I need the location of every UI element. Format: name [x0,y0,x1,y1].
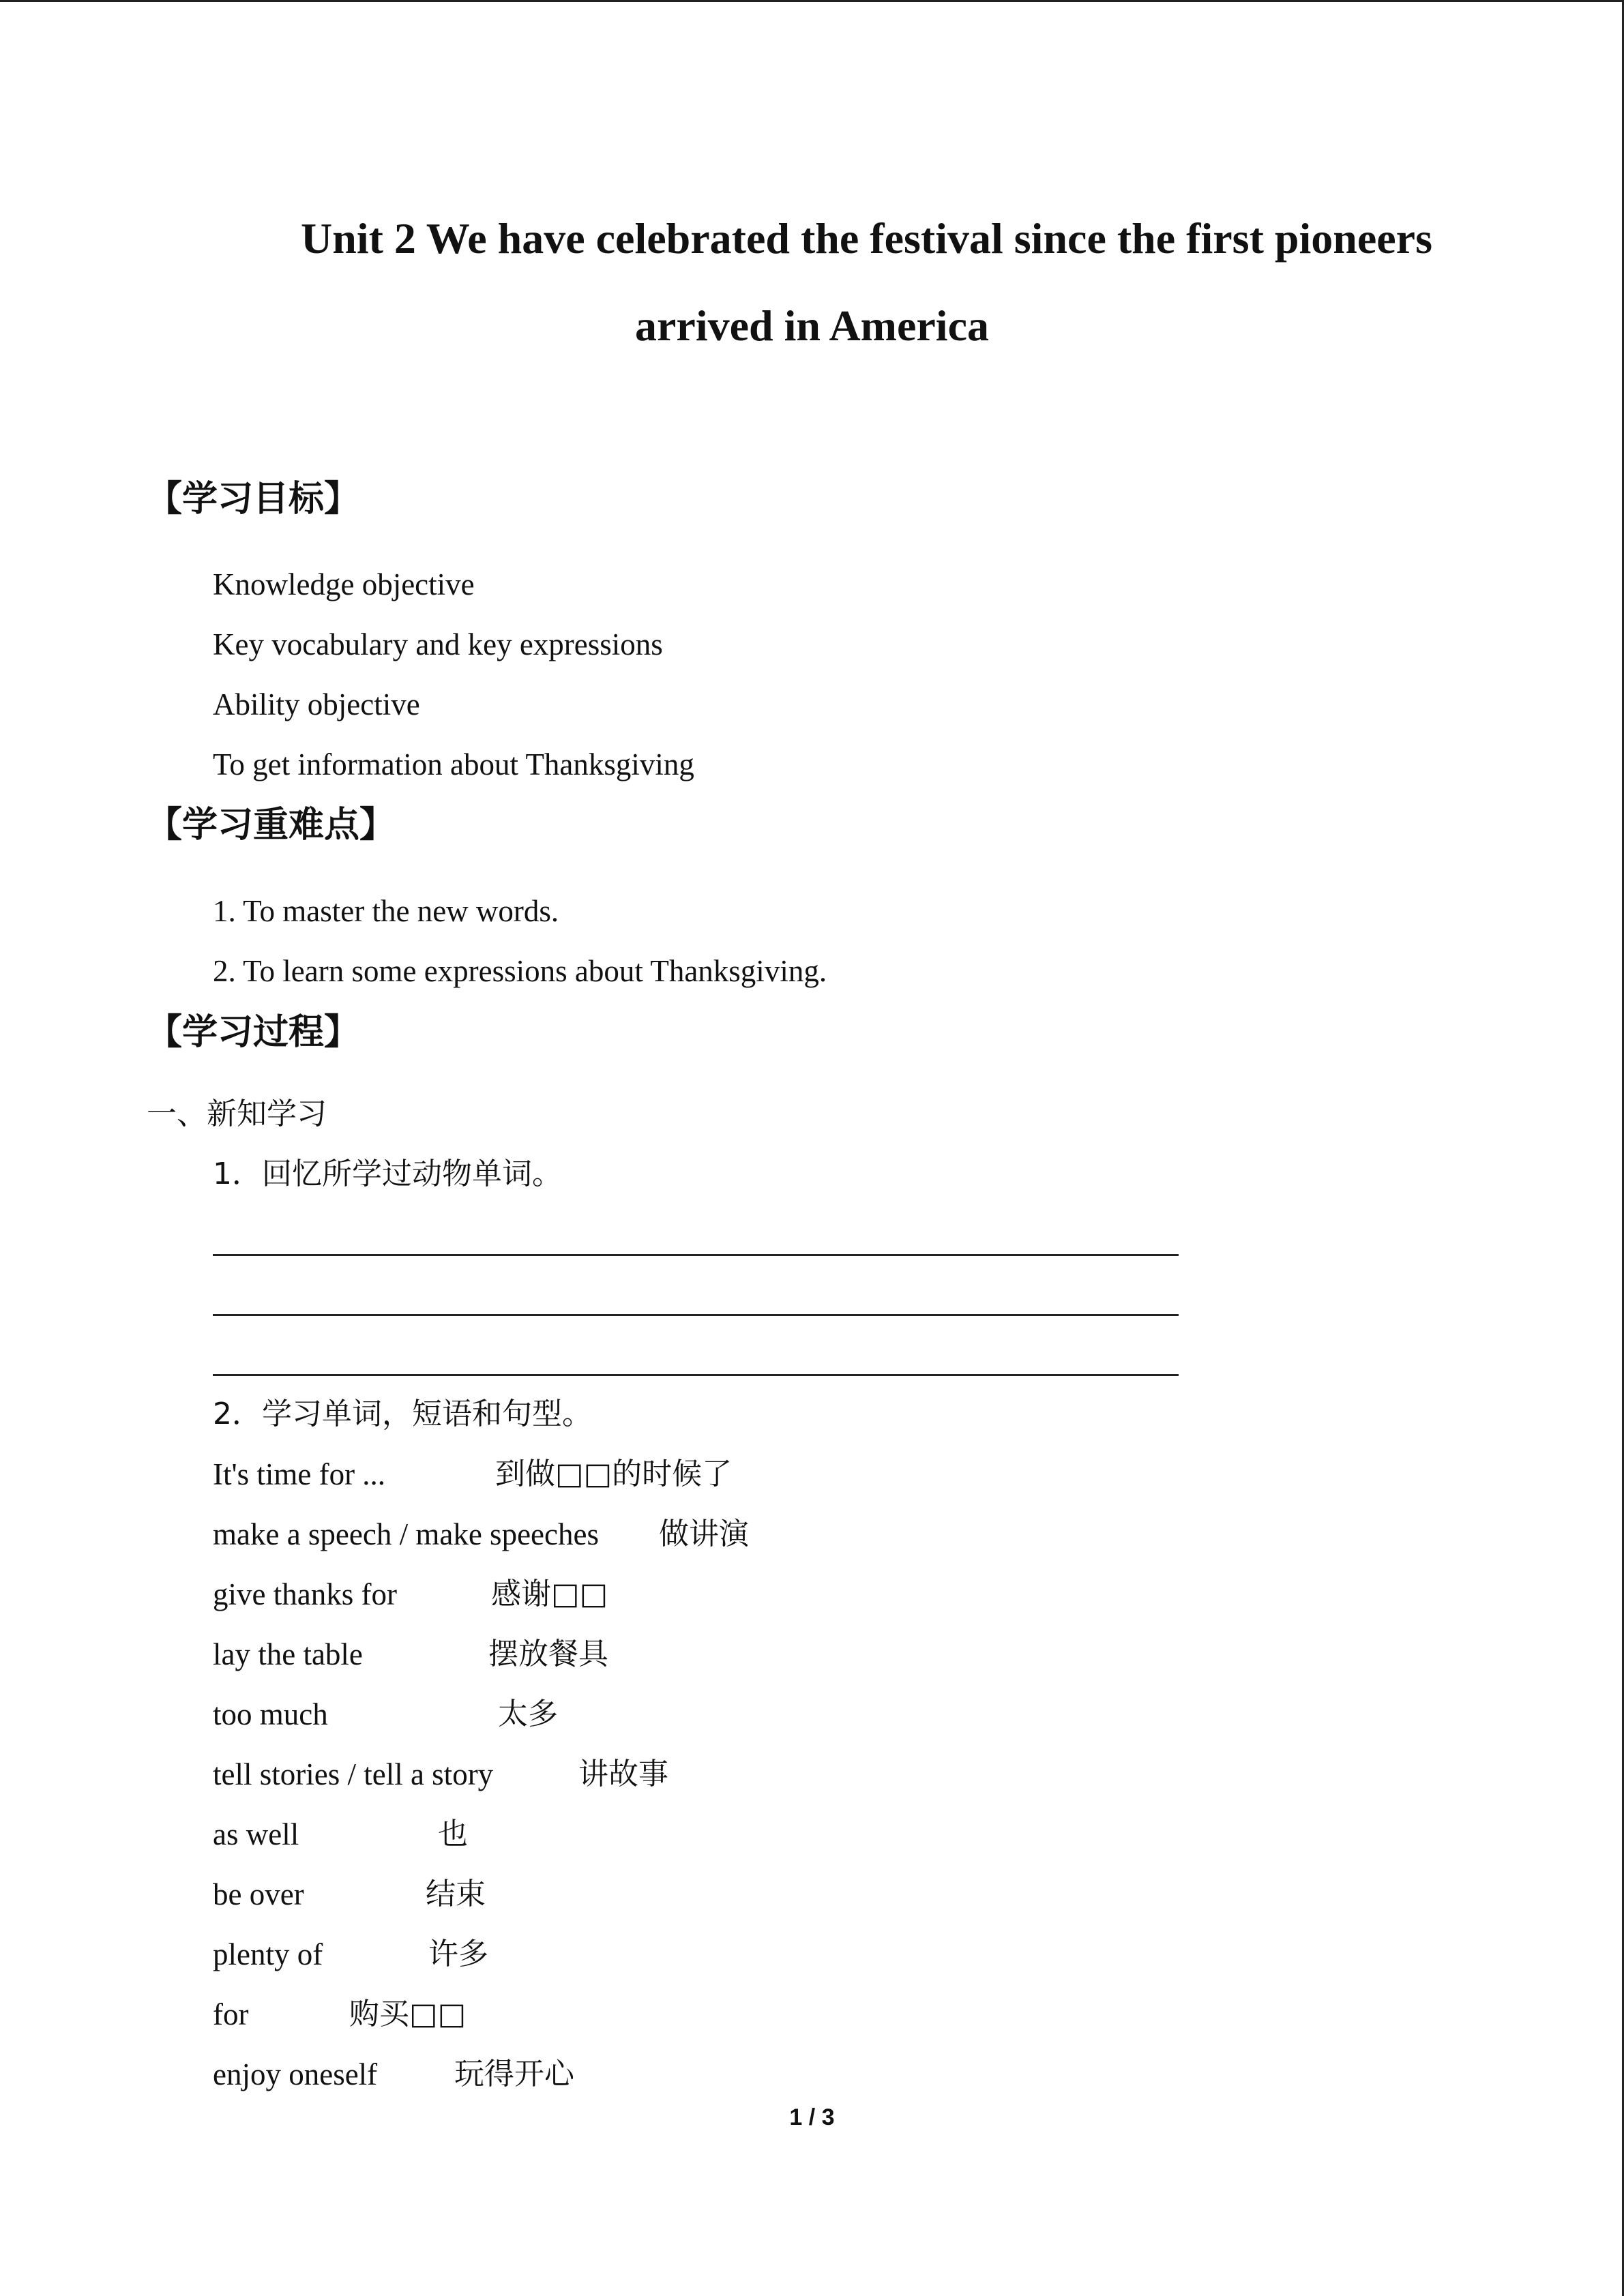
objective-item: Knowledge objective [213,567,475,601]
vocab-cn: 感谢□□ [491,1577,608,1611]
top-border [0,0,1624,2]
vocab-en: give thanks for [213,1577,397,1611]
objective-item: Key vocabulary and key expressions [213,627,663,661]
vocab-cn: 玩得开心 [454,2057,574,2091]
vocab-en: tell stories / tell a story [213,1757,494,1791]
answer-line [213,1314,1179,1316]
objective-item: Ability objective [213,687,420,721]
vocab-en: make a speech / make speeches [213,1517,599,1551]
vocab-en: plenty of [213,1937,323,1971]
vocab-cn: 太多 [498,1697,558,1731]
vocab-cn: 购买□□ [349,1997,467,2031]
vocab-row [213,1817,468,1851]
document-title-line-2: arrived in America [635,301,989,350]
vocab-en: as well [213,1817,299,1851]
vocab-row [213,1697,558,1731]
key-point-item: 1. To master the new words. [213,894,559,928]
heading-key-points: 【学习重难点】 [147,805,396,846]
document-title-line-1: Unit 2 We have celebrated the festival since the first pioneers [301,214,1432,263]
page-number: 1 / 3 [789,2104,835,2130]
vocab-row [213,1937,488,1971]
vocab-row [213,2057,574,2091]
vocab-en: for [213,1997,249,2031]
task-2: 2．学习单词，短语和句型。 [213,1397,592,1431]
answer-line [213,1374,1179,1376]
vocab-row [213,1877,486,1911]
vocab-en: It's time for ... [213,1457,386,1491]
vocab-cn: 做讲演 [659,1517,749,1551]
task-1: 1．回忆所学过动物单词。 [213,1157,562,1191]
part-title: 一、新知学习 [147,1097,327,1131]
vocab-cn: 到做□□的时候了 [495,1457,733,1491]
answer-line [213,1254,1179,1256]
vocab-row [213,1517,749,1551]
vocab-en: lay the table [213,1637,363,1671]
heading-process: 【学习过程】 [147,1012,360,1053]
vocab-en: be over [213,1877,304,1911]
vocab-en: enjoy oneself [213,2057,378,2091]
vocab-row [213,1997,467,2031]
vocab-cn: 结束 [426,1877,486,1911]
vocab-row [213,1457,733,1491]
vocab-en: too much [213,1697,328,1731]
vocab-row [213,1757,668,1791]
key-point-item: 2. To learn some expressions about Thanksgiving. [213,954,827,988]
vocab-row [213,1637,608,1671]
vocab-cn: 讲故事 [578,1757,668,1791]
heading-objectives: 【学习目标】 [147,479,360,520]
vocab-row [213,1577,608,1611]
vocab-cn: 也 [438,1817,468,1851]
vocab-cn: 许多 [428,1937,488,1971]
vocab-cn: 摆放餐具 [488,1637,608,1671]
objective-item: To get information about Thanksgiving [213,747,694,781]
